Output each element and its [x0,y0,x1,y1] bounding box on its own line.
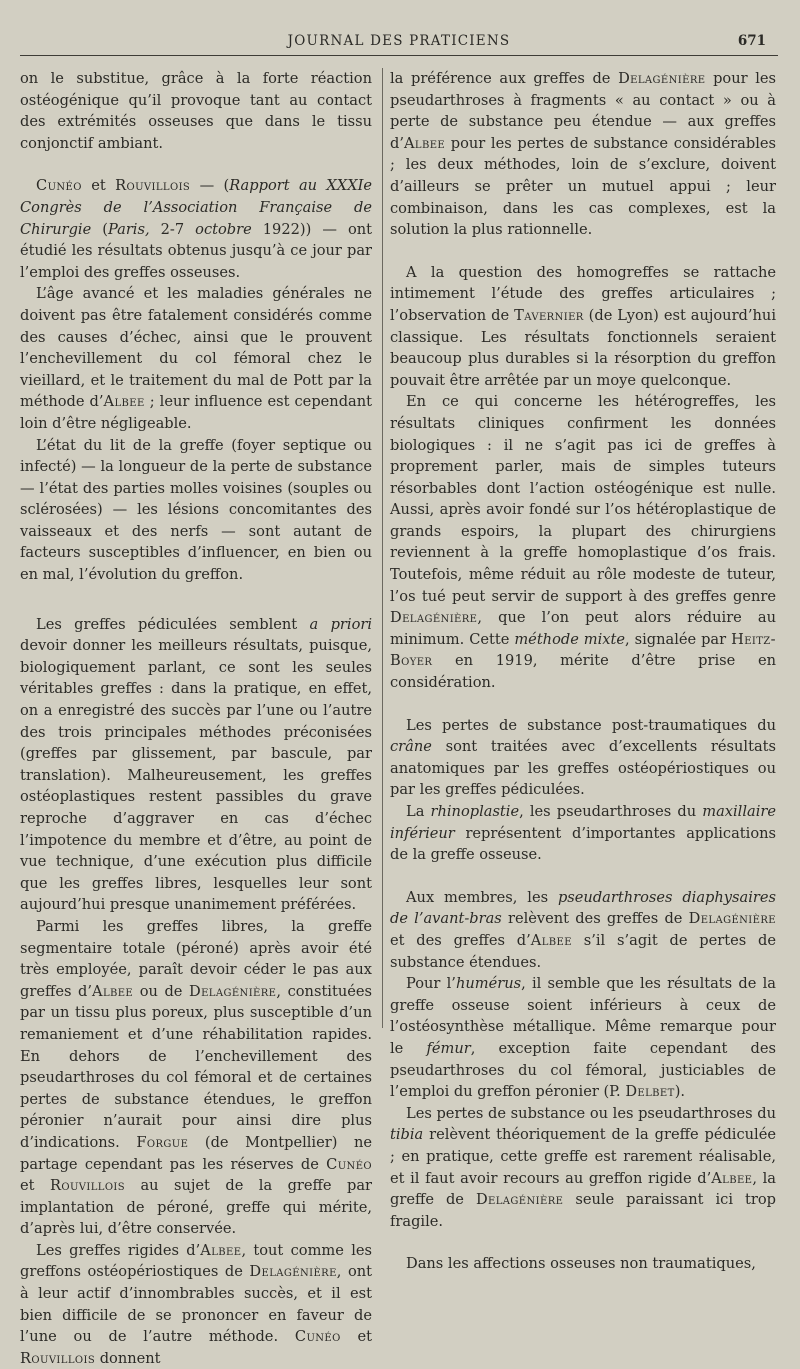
author-name: Heitz-Boyer [390,630,776,670]
author-name: Delbet [625,1083,675,1101]
author-name: Delagénière [249,1263,337,1281]
author-name: Albee [530,931,572,949]
page-number: 671 [737,33,766,49]
author-name: Cunéo [294,1328,341,1346]
paragraph: Les pertes de substance ou les pseudarthroses du tibia relèvent théoriquement de la greffe pédiculée ; en pratique, cette greffe est rarement réalisable, et il faut avoir recours au greffon rigide d’Albee, la greffe de Delagénière seule paraissant ici trop fragile. [390,1104,776,1230]
paragraph: Les greffes pédiculées semblent a priori devoir donner les meilleurs résultats, puisque, biologiquement parlant, ce sont les seules véritables greffes : dans la pratique, en effet, on a enregistré des succès par l’une ou l’autre des trois principales méthodes préconisées (greffes par glissement, par bascule, par translation). Malheureusement, les greffes ostéoplastiques restent passibles du grave reproche d’aggraver en cas d’échec l’impotence du membre et d’être, au point de vue technique, d’une exécution plus difficile que les greffes libres, lesquelles leur sont aujourd’hui presque unanimement préférées. [20,615,372,914]
paragraph: Dans les affections osseuses non traumatiques, [406,1255,756,1273]
author-name: Rouvillois [20,1349,96,1367]
header-rule [20,55,778,56]
author-name: Cunéo [36,177,82,195]
author-name: Delagénière [189,982,277,1000]
author-name: Delagénière [475,1191,564,1209]
author-name: Albee [92,982,134,1000]
paragraph: Pour l’humérus, il semble que les résultats de la greffe osseuse soient inférieurs à ceux de l’ostéosynthèse métallique. Même remarque pour le fémur, exception faite cependant des pseudarthroses du col fémoral, justiciables de l’emploi du greffon péronier (P. Delbet). [390,975,776,1101]
journal-title: JOURNAL DES PRATICIENS [287,33,511,49]
paragraph: La rhinoplastie, les pseudarthroses du maxillaire inférieur représentent d’importantes applications de la greffe osseuse. [390,803,776,864]
paragraph: on le substitue, grâce à la forte réaction ostéogénique qu’il provoque tant au contact des extrémités osseuses que dans le tissu conjonctif ambiant. [20,70,372,152]
paragraph: Les pertes de substance post-traumatiques du crâne sont traitées avec d’excellents résultats anatomiques par les greffes ostéopériostiques ou par les greffes pédiculées. [390,716,776,799]
paragraph: L’âge avancé et les maladies générales ne doivent pas être fatalement considérés comme des causes d’échec, ainsi que le prouvent l’enchevillement du col fémoral chez le vieillard, et le traitement du mal de Pott par la méthode d’Albee ; leur influence est cependant loin d’être négligeable. [20,285,372,432]
author-name: Tavernier [514,306,584,324]
author-name: Delagénière [390,609,478,627]
paragraph: Aux membres, les pseudarthroses diaphysaires de l’avant-bras relèvent des greffes de Delagénière et des greffes d’Albee s’il s’agit de pertes de substance étendues. [390,888,776,971]
paragraph: En ce qui concerne les hétérogreffes, les résultats cliniques confirment les données biologiques : il ne s’agit pas ici de greffes à proprement parler, mais de simples tuteurs résorbables dont l’action ostéogénique est nulle. Aussi, après avoir fondé sur l’os hétéroplastique de grands espoirs, la plupart des chirurgiens reviennent à la greffe homoplastique d’os frais. Toutefois, même réduit au rôle modeste de tuteur, l’os tué peut servir de support à des greffes genre Delagénière, que l’on peut alors réduire au minimum. Cette méthode mixte, signalée par Heitz-Boyer en 1919, mérite d’être prise en considération. [390,393,776,692]
paragraph: Les greffes rigides d’Albee, tout comme les greffons ostéopériostiques de Delagénière, ont à leur actif d’innombrables succès, et il est bien difficile de se prononcer en faveur de l’une ou de l’autre méthode. Cunéo et Rouvillois donnent [20,1241,373,1367]
author-name: Rouvillois [115,177,191,195]
paragraph: la préférence aux greffes de Delagénière pour les pseudarthroses à fragments « au contact » ou à perte de substance peu étendue — aux greffes d’Albee pour les pertes de substance considérables ; les deux méthodes, loin de s’exclure, doivent d’ailleurs se prêter un mutuel appui ; leur combinaison, dans les cas complexes, est la solution la plus rationnelle. [390,70,776,239]
right-column [390,68,776,1275]
left-column [20,68,372,1369]
author-name: Albee [103,393,145,411]
author-name: Albee [200,1241,242,1259]
column-divider [382,68,383,1028]
author-name: Delagénière [688,910,776,928]
reference-title: Rapport au XXXIe Congrès de l’Association Française de Chirurgie [20,177,372,238]
paragraph: L’état du lit de la greffe (foyer septique ou infecté) — la longueur de la perte de substance — l’état des parties molles voisines (souples ou sclérosées) — les lésions concomitantes des vaisseaux et des nerfs — sont autant de facteurs susceptibles d’influencer, en bien ou en mal, l’évolution du greffon. [20,436,372,584]
paragraph: Cunéo et Rouvillois — (Rapport au XXXIe Congrès de l’Association Française de Chirurgie (Paris, 2-7 octobre 1922)) — ont étudié les résultats obtenus jusqu’à ce jour par l’emploi des greffes osseuses. [20,177,373,281]
paragraph: A la question des homogreffes se rattache intimement l’étude des greffes articulaires ; l’observation de Tavernier (de Lyon) est aujourd’hui classique. Les résultats fonctionnels seraient beaucoup plus durables si la résorption du greffon pouvait être arrêtée par un moye quelconque. [390,263,776,389]
author-name: Forgue [136,1133,189,1151]
author-name: Delagénière [618,70,706,87]
author-name: Rouvillois [49,1177,126,1195]
author-name: Albee [403,134,446,152]
author-name: Albee [711,1169,753,1187]
running-header [20,30,778,52]
paragraph: Parmi les greffes libres, la greffe segmentaire totale (péroné) après avoir été très employée, paraît devoir céder le pas aux greffes d’Albee ou de Delagénière, constituées par un tissu plus poreux, plus susceptible d’un remaniement et d’une réhabilitation rapides. En dehors de l’enchevillement des pseudarthroses du col fémoral et de certaines pertes de substance étendues, le greffon péronier n’aurait pour ainsi dire plus d’indications. Forgue (de Montpellier) ne partage cependant pas les réserves de Cunéo et Rouvillois au sujet de la greffe par implantation de péroné, greffe qui mérite, d’après lui, d’être conservée. [20,917,372,1238]
author-name: Cunéo [326,1155,372,1173]
